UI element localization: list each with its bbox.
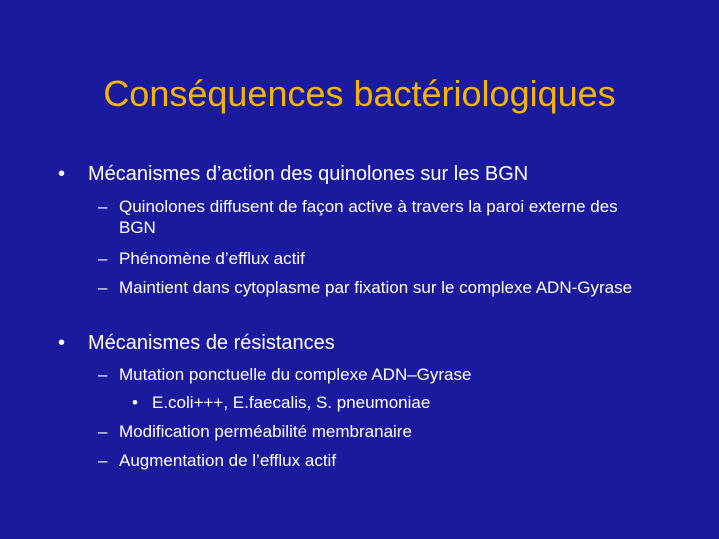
sub-item <box>98 450 638 471</box>
sub-item-text: Modification perméabilité membranaire <box>119 422 412 441</box>
sub-item <box>98 248 638 269</box>
sub-sub-item <box>132 392 430 413</box>
sub-item <box>98 196 638 238</box>
sub-item <box>98 277 638 298</box>
sub-item-text: Maintient dans cytoplasme par fixation sur le complexe ADN-Gyrase <box>119 278 633 297</box>
bullet-icon: • <box>58 163 66 185</box>
dash-icon: – <box>98 365 108 384</box>
sub-item-text: Augmentation de l’efflux actif <box>119 451 337 470</box>
sub-item <box>98 421 638 442</box>
dash-icon: – <box>98 422 108 441</box>
bullet-text: Mécanismes de résistances <box>88 332 335 354</box>
bullet-icon: • <box>58 332 66 354</box>
slide-title: Conséquences bactériologiques <box>103 73 616 114</box>
sub-item-text: Quinolones diffusent de façon active à travers la paroi externe des BGN <box>119 197 618 237</box>
sub-sub-item-text: E.coli+++, E.faecalis, S. pneumoniae <box>152 393 431 412</box>
dash-icon: – <box>98 249 108 268</box>
dash-icon: – <box>98 278 108 297</box>
sub-item-text: Mutation ponctuelle du complexe ADN–Gyrase <box>119 365 472 384</box>
dash-icon: – <box>98 451 108 470</box>
sub-item-text: Phénomène d’efflux actif <box>119 249 305 268</box>
bullet-icon: • <box>132 393 138 412</box>
bullet-text: Mécanismes d’action des quinolones sur les BGN <box>88 163 529 185</box>
bullet-item <box>58 331 335 355</box>
dash-icon: – <box>98 197 108 216</box>
sub-item <box>98 364 638 385</box>
bullet-item <box>58 162 528 186</box>
